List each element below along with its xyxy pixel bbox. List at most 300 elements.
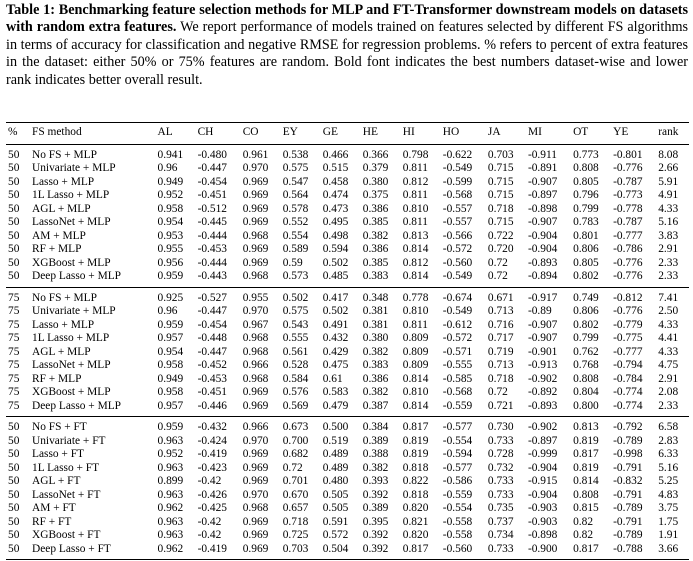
cell-value: 0.970 — [242, 488, 269, 501]
cell-value: 0.576 — [282, 386, 309, 398]
cell-value: 0.733 — [487, 488, 514, 501]
cell-value: 0.817 — [573, 448, 599, 460]
cell-value: 0.969 — [242, 189, 269, 201]
cell-value: 0.954 — [157, 216, 184, 228]
cell-rank: 2.08 — [658, 386, 679, 398]
cell-value: 0.700 — [282, 434, 309, 447]
cell-value: 0.489 — [322, 461, 349, 474]
cell-value: 0.813 — [402, 229, 429, 242]
cell-method: Univariate + MLP — [32, 162, 116, 174]
cell-value: 0.728 — [487, 448, 514, 460]
cell-value: -0.549 — [441, 270, 486, 287]
cell-rank: 4.91 — [658, 189, 679, 201]
cell-value: -0.557 — [442, 216, 473, 228]
column-header: GE — [321, 123, 361, 145]
table-row — [6, 373, 689, 387]
cell-value: 0.768 — [573, 359, 599, 371]
cell-value: 0.958 — [157, 386, 184, 398]
cell-value: 0.561 — [282, 345, 309, 358]
cell-rank: 6.33 — [658, 448, 679, 460]
cell-value: 0.969 — [242, 529, 269, 541]
table-row — [6, 448, 689, 462]
cell-value: 0.701 — [282, 475, 309, 487]
table-row — [6, 270, 689, 287]
cell-value: -0.559 — [442, 488, 473, 501]
cell-value: 0.366 — [362, 148, 389, 161]
cell-value: 0.473 — [322, 202, 349, 215]
cell-rank: 4.33 — [658, 318, 679, 331]
cell-value: 0.969 — [242, 243, 269, 255]
cell-value: 0.956 — [157, 256, 184, 269]
cell-value: 0.715 — [487, 216, 514, 228]
cell-percent: 75 — [6, 400, 30, 417]
cell-value: 0.389 — [362, 434, 389, 447]
table-row — [6, 543, 689, 560]
cell-value: 0.809 — [402, 345, 429, 358]
cell-value: 0.970 — [242, 305, 269, 317]
cell-value: 0.458 — [322, 175, 349, 188]
cell-value: -0.791 — [613, 488, 643, 501]
cell-value: 0.594 — [322, 243, 349, 255]
cell-value: 0.713 — [487, 359, 514, 371]
cell-value: 0.762 — [573, 345, 599, 358]
cell-value: -0.775 — [613, 332, 643, 344]
cell-value: -0.512 — [197, 202, 227, 215]
cell-value: 0.720 — [487, 243, 514, 255]
cell-value: 0.387 — [361, 400, 401, 417]
cell-value: 0.733 — [487, 434, 514, 447]
cell-value: 0.380 — [362, 332, 389, 344]
cell-value: -0.577 — [442, 421, 473, 433]
cell-value: -0.904 — [527, 229, 558, 242]
cell-percent: 50 — [8, 256, 20, 269]
cell-value: 0.811 — [402, 216, 428, 228]
cell-percent: 50 — [8, 189, 20, 201]
benchmark-table — [6, 122, 689, 560]
cell-value: 0.380 — [362, 175, 389, 188]
cell-value: -0.451 — [197, 386, 227, 398]
cell-percent: 75 — [8, 318, 20, 331]
cell-value: 0.379 — [362, 162, 389, 174]
cell-value: 0.958 — [157, 359, 184, 371]
cell-method: Deep Lasso + FT — [30, 543, 156, 560]
table-row — [6, 216, 689, 230]
cell-value: 0.814 — [402, 372, 429, 385]
cell-value: 0.502 — [322, 305, 349, 317]
cell-value: 0.961 — [242, 148, 269, 161]
cell-value: 0.805 — [573, 256, 599, 269]
cell-value: -0.594 — [442, 448, 473, 460]
cell-value: 0.730 — [487, 421, 514, 433]
cell-value: -0.894 — [526, 270, 571, 287]
cell-value: 0.818 — [402, 488, 429, 501]
cell-value: -0.89 — [527, 305, 552, 317]
cell-value: 0.734 — [487, 529, 514, 541]
cell-value: 0.495 — [322, 216, 349, 228]
cell-method: RF + MLP — [32, 243, 82, 255]
cell-value: 0.505 — [322, 488, 349, 501]
cell-value: -0.776 — [613, 162, 643, 174]
cell-value: -0.480 — [197, 148, 227, 161]
cell-value: -0.774 — [611, 400, 656, 417]
cell-method: AGL + MLP — [32, 202, 91, 215]
cell-value: 0.953 — [157, 229, 184, 242]
cell-value: 0.82 — [573, 529, 594, 541]
cell-value: 0.382 — [362, 461, 389, 474]
cell-value: -0.777 — [613, 345, 643, 358]
cell-value: 0.957 — [157, 332, 184, 344]
column-header: CH — [196, 123, 241, 145]
cell-value: 0.538 — [282, 148, 309, 161]
cell-value: 0.970 — [242, 162, 269, 174]
cell-percent: 50 — [8, 461, 20, 474]
column-header: CO — [241, 123, 281, 145]
cell-value: 0.963 — [157, 488, 184, 501]
cell-value: 0.814 — [401, 400, 441, 417]
cell-value: 0.498 — [322, 229, 349, 242]
cell-percent: 50 — [8, 175, 20, 188]
cell-value: 0.384 — [362, 421, 389, 433]
cell-value: -0.794 — [613, 359, 643, 371]
cell-value: -0.777 — [613, 229, 643, 242]
cell-value: 0.969 — [242, 386, 269, 398]
cell-value: 0.502 — [282, 291, 309, 304]
cell-value: 0.569 — [281, 400, 321, 417]
cell-value: 0.815 — [573, 502, 599, 514]
cell-value: -0.774 — [613, 386, 643, 398]
table-row — [6, 162, 689, 176]
cell-value: 0.799 — [573, 202, 599, 215]
cell-value: -0.674 — [442, 291, 473, 304]
cell-value: -0.568 — [442, 386, 473, 398]
cell-percent: 75 — [8, 305, 20, 317]
cell-rank: 2.91 — [658, 372, 679, 385]
cell-value: -0.903 — [527, 515, 558, 528]
cell-value: 0.963 — [157, 529, 184, 541]
cell-value: -0.900 — [526, 543, 571, 560]
cell-value: -0.902 — [527, 421, 558, 433]
cell-value: 0.555 — [282, 332, 309, 344]
cell-value: -0.447 — [197, 162, 227, 174]
cell-value: 0.392 — [362, 488, 389, 501]
column-header: YE — [611, 123, 656, 145]
cell-value: -0.572 — [442, 332, 473, 344]
cell-value: -0.789 — [613, 529, 643, 541]
cell-value: 0.552 — [282, 216, 309, 228]
cell-value: -0.566 — [442, 229, 473, 242]
cell-method: Deep Lasso + MLP — [30, 400, 156, 417]
cell-value: -0.789 — [613, 502, 643, 514]
cell-value: -0.444 — [197, 229, 227, 242]
cell-rank: 6.58 — [658, 421, 679, 433]
cell-value: -0.779 — [613, 318, 643, 331]
column-header: rank — [656, 123, 689, 145]
cell-value: 0.528 — [282, 359, 309, 371]
cell-value: 0.954 — [157, 345, 184, 358]
cell-value: 0.810 — [402, 386, 429, 398]
cell-value: 0.383 — [361, 270, 401, 287]
cell-method: Univariate + FT — [32, 434, 106, 447]
cell-value: -0.527 — [197, 291, 227, 304]
cell-value: 0.61 — [322, 372, 343, 385]
cell-value: 0.969 — [241, 543, 281, 560]
cell-value: 0.969 — [242, 175, 269, 188]
cell-value: 0.578 — [282, 202, 309, 215]
cell-value: -0.571 — [442, 345, 473, 358]
cell-value: 0.670 — [282, 488, 309, 501]
table-row — [6, 346, 689, 360]
cell-value: -0.902 — [527, 372, 558, 385]
cell-rank: 2.83 — [658, 434, 679, 447]
table-row — [6, 287, 689, 305]
cell-value: 0.737 — [487, 515, 514, 528]
cell-value: 0.395 — [362, 515, 389, 528]
cell-value: 0.389 — [362, 502, 389, 514]
cell-value: 0.72 — [282, 461, 303, 474]
cell-value: -0.568 — [442, 189, 473, 201]
cell-value: -0.904 — [527, 488, 558, 501]
cell-value: 0.796 — [573, 189, 599, 201]
cell-rank: 3.66 — [656, 543, 689, 560]
cell-value: 0.966 — [242, 421, 269, 433]
cell-value: 0.732 — [487, 461, 514, 474]
cell-value: -0.999 — [527, 448, 558, 460]
cell-method: Lasso + MLP — [32, 175, 95, 188]
cell-value: 0.808 — [573, 488, 599, 501]
cell-value: 0.386 — [362, 202, 389, 215]
cell-value: -0.444 — [197, 256, 227, 269]
cell-value: -0.42 — [197, 529, 222, 541]
table-caption — [6, 2, 688, 89]
cell-value: 0.725 — [282, 529, 309, 541]
cell-value: -0.454 — [197, 318, 227, 331]
cell-value: -0.554 — [442, 502, 473, 514]
table-header — [6, 123, 689, 145]
cell-method: XGBoost + MLP — [32, 256, 111, 269]
cell-value: 0.952 — [157, 448, 184, 460]
caption-label: Table 1: — [6, 2, 55, 18]
cell-percent: 75 — [8, 291, 20, 304]
cell-value: 0.703 — [281, 543, 321, 560]
cell-value: 0.682 — [282, 448, 309, 460]
cell-value: 0.485 — [321, 270, 361, 287]
cell-value: 0.955 — [242, 291, 269, 304]
column-header: HO — [441, 123, 486, 145]
cell-value: 0.575 — [282, 305, 309, 317]
cell-value: 0.749 — [573, 291, 599, 304]
cell-value: 0.554 — [282, 229, 309, 242]
cell-value: 0.466 — [322, 148, 349, 161]
cell-value: 0.800 — [571, 400, 611, 417]
table-group — [6, 287, 689, 417]
cell-value: 0.715 — [487, 189, 514, 201]
cell-value: 0.547 — [282, 175, 309, 188]
cell-percent: 50 — [8, 162, 20, 174]
cell-value: -0.907 — [527, 216, 558, 228]
cell-method: XGBoost + FT — [32, 529, 101, 541]
caption-title: Benchmarking feature selection methods for MLP and FT-Transformer downstream models on datasets with random extra features. — [6, 2, 688, 36]
caption-body: We report performance of models trained on features selected by different FS algorithms in terms of accuracy for classification and negative RMSE for regression problems. % refers to percent of extra features in the dataset: either 50% or 75% features are random. Bold font indicates the best numbers dataset-wise and lower rank indicates better overall result. — [6, 19, 688, 88]
cell-value: 0.969 — [242, 202, 269, 215]
cell-value: 0.968 — [242, 502, 269, 514]
cell-value: 0.382 — [362, 229, 389, 242]
cell-method: RF + MLP — [32, 372, 82, 385]
header-row — [6, 123, 689, 145]
cell-value: 0.798 — [402, 148, 429, 161]
cell-value: 0.564 — [282, 189, 309, 201]
cell-value: -0.893 — [527, 256, 558, 269]
cell-value: -0.776 — [613, 305, 643, 317]
cell-value: -0.577 — [442, 461, 473, 474]
cell-rank: 2.33 — [656, 270, 689, 287]
cell-value: 0.715 — [487, 162, 514, 174]
cell-value: 0.703 — [487, 148, 514, 161]
cell-value: -0.572 — [442, 243, 473, 255]
cell-value: -0.913 — [527, 359, 558, 371]
cell-value: 0.375 — [362, 189, 389, 201]
cell-value: -0.425 — [197, 502, 227, 514]
cell-value: 0.671 — [487, 291, 514, 304]
cell-value: -0.453 — [197, 243, 227, 255]
table-row — [6, 475, 689, 489]
table-row — [6, 176, 689, 190]
cell-method: Lasso + MLP — [32, 318, 95, 331]
cell-value: 0.814 — [402, 243, 429, 255]
table-row — [6, 257, 689, 271]
cell-value: -0.560 — [442, 256, 473, 269]
cell-method: LassoNet + MLP — [32, 216, 111, 228]
cell-percent: 50 — [8, 529, 20, 541]
cell-value: -0.586 — [442, 475, 473, 487]
cell-value: 0.925 — [157, 291, 184, 304]
cell-rank: 1.91 — [658, 529, 679, 541]
cell-percent: 50 — [8, 502, 20, 514]
cell-value: 0.809 — [402, 332, 429, 344]
table-row — [6, 230, 689, 244]
cell-value: -0.791 — [613, 461, 643, 474]
cell-rank: 7.41 — [658, 291, 679, 304]
cell-value: 0.969 — [242, 461, 269, 474]
cell-value: 0.821 — [402, 515, 429, 528]
cell-value: 0.718 — [487, 202, 514, 215]
cell-rank: 4.75 — [658, 359, 679, 371]
cell-value: 0.718 — [282, 515, 309, 528]
cell-method: No FS + MLP — [32, 291, 97, 304]
table-row — [6, 305, 689, 319]
cell-rank: 5.16 — [658, 216, 679, 228]
cell-value: 0.393 — [362, 475, 389, 487]
cell-value: 0.969 — [242, 216, 269, 228]
cell-value: 0.811 — [402, 318, 428, 331]
cell-value: 0.808 — [573, 162, 599, 174]
cell-value: -0.42 — [197, 515, 222, 528]
table-row — [6, 462, 689, 476]
cell-value: 0.657 — [282, 502, 309, 514]
cell-percent: 50 — [8, 243, 20, 255]
cell-value: 0.717 — [487, 332, 514, 344]
cell-value: 0.572 — [322, 529, 349, 541]
cell-value: -0.904 — [527, 461, 558, 474]
cell-rank: 3.83 — [658, 229, 679, 242]
cell-value: 0.417 — [322, 291, 349, 304]
cell-value: 0.735 — [487, 502, 514, 514]
cell-value: -0.446 — [196, 400, 241, 417]
cell-value: 0.968 — [242, 229, 269, 242]
cell-value: 0.96 — [157, 162, 178, 174]
cell-value: -0.784 — [613, 372, 643, 385]
column-header: AL — [156, 123, 196, 145]
cell-value: 0.783 — [573, 216, 599, 228]
cell-value: 0.583 — [322, 386, 349, 398]
cell-value: 0.491 — [322, 318, 349, 331]
cell-value: 0.970 — [242, 434, 269, 447]
cell-percent: 50 — [8, 202, 20, 215]
cell-value: 0.955 — [157, 243, 184, 255]
cell-value: 0.719 — [487, 345, 514, 358]
cell-value: -0.419 — [196, 543, 241, 560]
cell-value: 0.475 — [322, 359, 349, 371]
cell-value: 0.673 — [282, 421, 309, 433]
cell-value: 0.969 — [241, 400, 281, 417]
cell-value: 0.968 — [242, 372, 269, 385]
cell-method: AM + FT — [32, 502, 76, 514]
cell-value: 0.969 — [242, 515, 269, 528]
column-header: OT — [571, 123, 611, 145]
cell-value: 0.967 — [242, 318, 269, 331]
cell-rank: 4.33 — [658, 345, 679, 358]
cell-value: 0.819 — [402, 434, 429, 447]
cell-value: 0.773 — [573, 148, 599, 161]
cell-value: 0.949 — [157, 175, 184, 188]
cell-percent: 75 — [8, 359, 20, 371]
cell-value: 0.382 — [362, 345, 389, 358]
cell-rank: 2.66 — [658, 162, 679, 174]
cell-percent: 50 — [6, 270, 30, 287]
cell-value: 0.543 — [282, 318, 309, 331]
cell-value: 0.805 — [573, 175, 599, 188]
cell-value: 0.382 — [362, 386, 389, 398]
cell-value: 0.716 — [487, 318, 514, 331]
cell-method: No FS + MLP — [32, 148, 97, 161]
cell-value: -0.791 — [613, 515, 643, 528]
cell-value: -0.447 — [197, 305, 227, 317]
cell-value: 0.820 — [402, 529, 429, 541]
table-row — [6, 529, 689, 543]
cell-value: 0.812 — [402, 175, 429, 188]
cell-value: -0.915 — [527, 475, 558, 487]
cell-percent: 50 — [8, 434, 20, 447]
cell-value: -0.898 — [527, 529, 558, 541]
cell-percent: 50 — [8, 216, 20, 228]
cell-method: AGL + FT — [32, 475, 81, 487]
cell-value: 0.392 — [361, 543, 401, 560]
cell-value: 0.392 — [362, 529, 389, 541]
cell-value: 0.949 — [157, 372, 184, 385]
cell-value: -0.903 — [527, 502, 558, 514]
cell-percent: 50 — [8, 448, 20, 460]
column-header: HE — [361, 123, 401, 145]
cell-value: -0.897 — [527, 434, 558, 447]
cell-value: -0.559 — [441, 400, 486, 417]
cell-value: -0.812 — [613, 291, 643, 304]
cell-value: -0.789 — [613, 434, 643, 447]
cell-value: 0.383 — [362, 359, 389, 371]
cell-value: 0.810 — [402, 305, 429, 317]
cell-value: 0.500 — [322, 421, 349, 433]
cell-value: 0.715 — [487, 175, 514, 188]
cell-value: -0.904 — [527, 243, 558, 255]
cell-value: -0.560 — [441, 543, 486, 560]
